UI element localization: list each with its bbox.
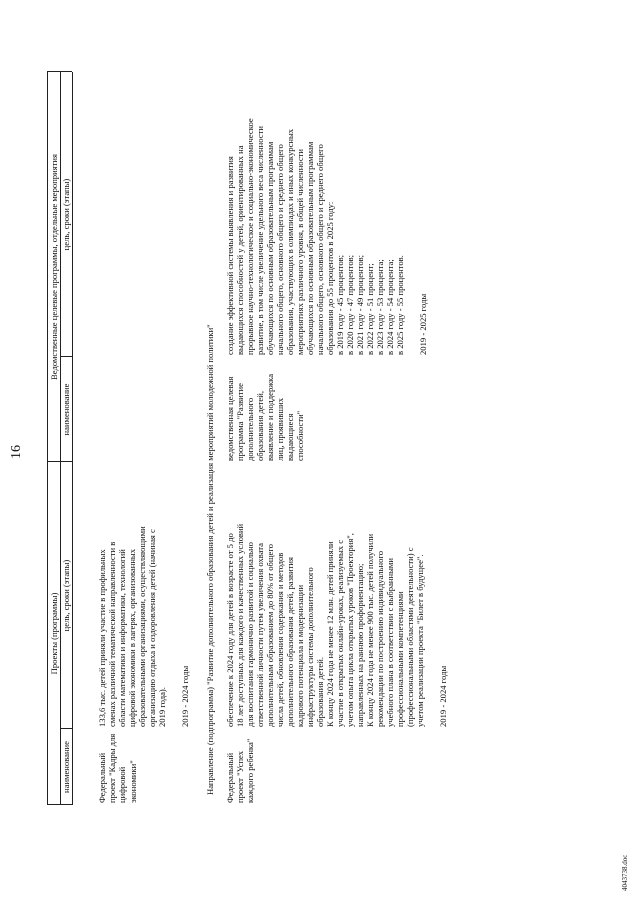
- header-col-name: наименование: [61, 741, 71, 793]
- row2-goal-line: кадрового потенциала и модернизации: [295, 584, 305, 727]
- row1-goal-line: организацию отдыха и оздоровления детей (начиная с: [147, 529, 157, 727]
- header-bottom-border: [72, 72, 73, 805]
- header-col-name-2: наименование: [61, 383, 71, 436]
- row1-goal-line: 2019 года).: [157, 687, 167, 727]
- row2-program-goal-line: развитие, в том числе увеличение удельного веса численности: [255, 126, 265, 355]
- row2-goal-line: инфраструктуры системы дополнительного: [305, 567, 315, 727]
- row2-program-goal-line: в 2023 году - 53 процента;: [375, 259, 385, 355]
- row2-goal-line: К концу 2024 года не менее 900 тыс. детей получили: [365, 533, 375, 727]
- row2-program-goal-line: в 2024 году - 54 процента;: [385, 259, 395, 355]
- row2-program-goal-line: обучающихся по основным образовательным программам: [265, 141, 275, 355]
- section-heading: Направление (подпрограмма) "Развитие дополнительного образования детей и реализация мероприятий молодежной политики": [205, 324, 215, 795]
- row2-program-line: образования детей,: [255, 391, 265, 461]
- row2-program-goal-line: образования, участвующих в олимпиадах и иных конкурсных: [285, 128, 295, 355]
- row2-program-goal-line: прорывное научно-технологическое и социально-экономическое: [245, 118, 255, 355]
- row2-goal-line: дополнительного образования детей, развития: [285, 557, 295, 727]
- page-number: 16: [9, 445, 24, 459]
- row2-goal-line: участие в открытых онлайн-уроках, реализуемых с: [335, 539, 345, 727]
- row2-period: 2019 - 2024 годы: [438, 665, 448, 727]
- row2-goal-line: направленных на раннюю профориентацию;: [355, 563, 365, 727]
- row2-goal-line: образования детей.: [315, 657, 325, 727]
- row2-program-goal-line: создание эффективной системы выявления и развития: [225, 156, 235, 355]
- row2-goal-line: (профессиональными областями деятельности) с: [405, 547, 415, 727]
- row2-program-goal-line: мероприятиях различного уровня, в общей численности: [295, 149, 305, 355]
- row2-goal-line: числа детей, обновления содержания и методов: [275, 552, 285, 727]
- table-top-border: [47, 72, 48, 805]
- row2-goal-line: ответственной личности путем увеличения охвата: [255, 543, 265, 727]
- row2-goal-line: К концу 2024 года не менее 12 млн. детей приняли: [325, 541, 335, 727]
- row1-period: 2019 - 2024 годы: [180, 665, 190, 727]
- row1-goal-line: сменах различной тематической направленности в: [107, 541, 117, 727]
- row2-program-goal-line: образования до 55 процентов в 2025 году:: [325, 201, 335, 355]
- row2-goal-line: 18 лет доступных для каждого и качественных условий: [235, 523, 245, 727]
- header-projects-group: Проекты (программы): [49, 592, 59, 675]
- row2-goal-line: профессиональными компетенциями: [395, 591, 405, 727]
- row2-program-goal-line: начального общего, основного общего и среднего общего: [315, 144, 325, 355]
- row2-program-line: выявление и поддержка: [265, 373, 275, 461]
- row2-program-line: лиц, проявивших: [275, 398, 285, 461]
- row2-program-goal-line: начального общего, основного общего и среднего общего: [275, 144, 285, 355]
- row1-goal-line: цифровой экономики в лагерях, организованных: [127, 549, 137, 727]
- row2-program-line: выдающиеся: [285, 413, 295, 461]
- row2-program-goal-line: выдающихся способностей у детей, ориентированных на: [235, 145, 245, 355]
- row1-goal-line: 133,6 тыс. детей приняли участие в профильных: [97, 549, 107, 727]
- row2-goal-line: учетом опыта цикла открытых уроков "Проектория",: [345, 533, 355, 727]
- footer-doc-id: 4043738.doc: [621, 854, 629, 891]
- row1-goal-line: области математики и информатики, технологий: [117, 549, 127, 727]
- row2-program-line: ведомственная целевая: [225, 376, 235, 461]
- row2-program-goal-line: в 2022 году - 51 процент;: [365, 263, 375, 355]
- row2-project-name: Федеральный проект "Успех каждого ребенка": [225, 738, 256, 803]
- row1-goal-line: образовательными организациями, осуществляющими: [137, 526, 147, 727]
- row2-program-goal-line: в 2025 году - 55 процентов.: [395, 255, 405, 355]
- header-departmental-group: Ведомственные целевые программы, отдельные мероприятия: [49, 154, 59, 380]
- row2-program-goal-line: в 2019 году - 45 процентов;: [335, 254, 345, 355]
- row2-goal-line: учетом реализации проекта "Билет в будущее".: [415, 554, 425, 727]
- row2-program-line: способности": [295, 410, 305, 461]
- row2-program-line: дополнительного: [245, 397, 255, 461]
- row2-goal-line: рекомендации по построению индивидуального: [375, 550, 385, 727]
- row2-program-goal-line: обучающихся по основным образовательным программам: [305, 141, 315, 355]
- row2-goal-line: дополнительным образованием до 80% от общего: [265, 544, 275, 727]
- row2-goal-line: обеспечение к 2024 году для детей в возрасте от 5 до: [225, 533, 235, 727]
- row2-program-goal-line: в 2020 году - 47 процентов;: [345, 254, 355, 355]
- header-col-goal: цель, сроки (этапы): [61, 559, 71, 632]
- row2-goal-line: учебного плана в соответствии с выбранными: [385, 558, 395, 727]
- header-col-goal-2: цель, сроки (этапы): [61, 178, 71, 251]
- row2-program-line: программа "Развитие: [235, 383, 245, 461]
- row2-program-period: 2019 - 2025 годы: [418, 293, 428, 355]
- row2-goal-line: для воспитания гармонично развитой и социально: [245, 542, 255, 727]
- row1-project-name: Федеральный проект "Кадры для цифровой экономики": [97, 733, 138, 803]
- row2-program-goal-line: в 2021 году - 49 процентов;: [355, 254, 365, 355]
